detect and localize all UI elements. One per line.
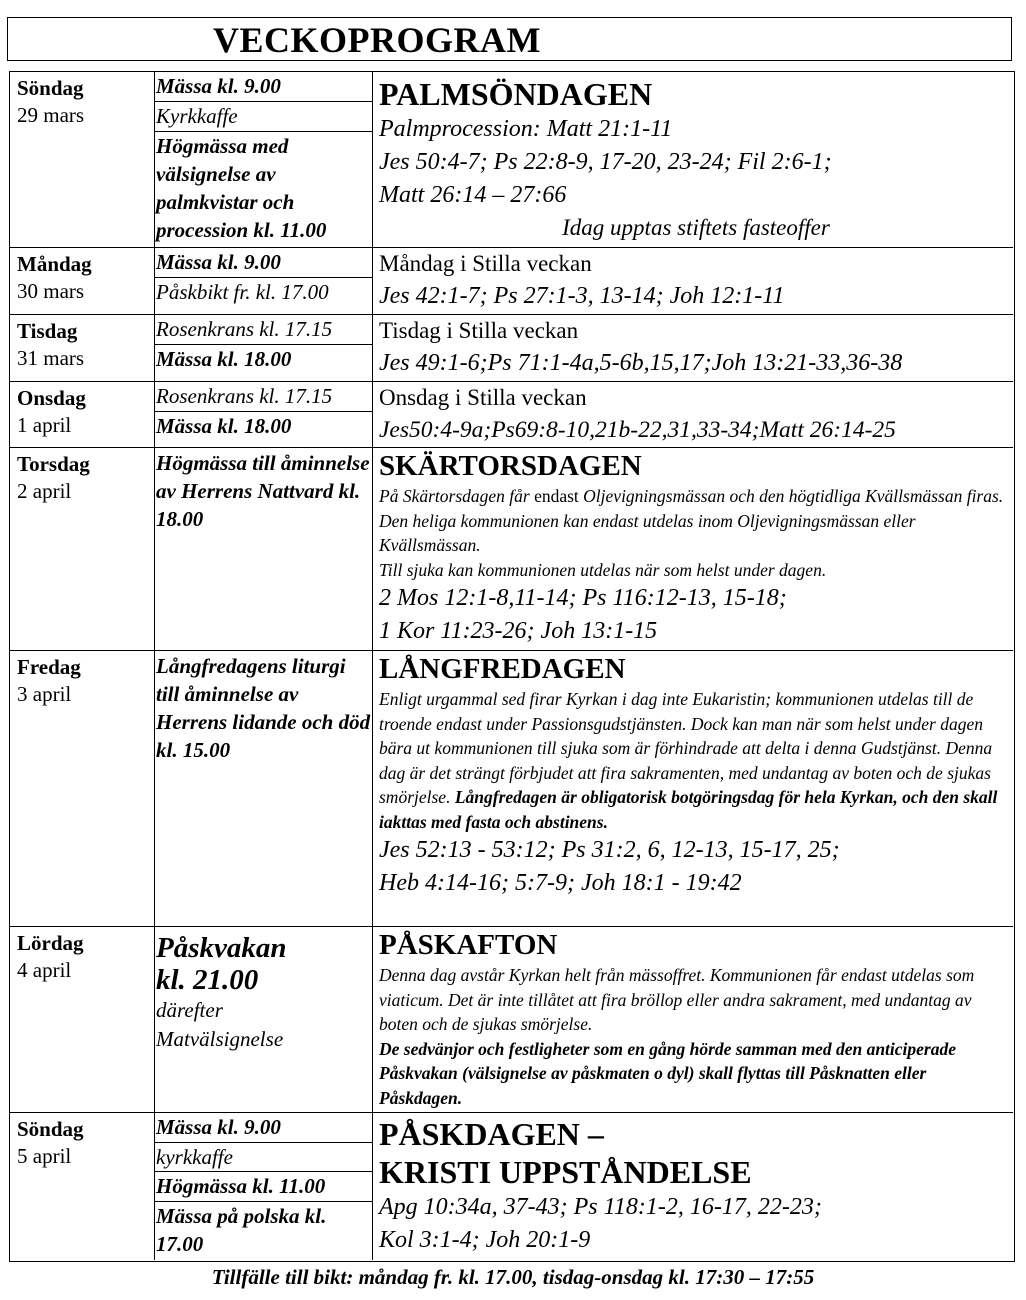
service-item: Rosenkrans kl. 17.15 xyxy=(155,315,372,345)
liturgy-cell xyxy=(373,927,1013,1112)
day-name: Torsdag xyxy=(17,452,90,476)
service-item: därefter xyxy=(156,998,223,1022)
note-emphasis: Långfredagen är obligatorisk botgöringsdag för hela Kyrkan, och den skall iakttas med fasta och abstinens. xyxy=(379,787,998,832)
reading-line: Palmprocession: Matt 21:1-11 xyxy=(379,116,673,142)
feast-title: Tisdag i Stilla veckan xyxy=(379,318,579,343)
feast-subtitle: KRISTI UPPSTÅNDELSE xyxy=(379,1154,752,1190)
day-cell xyxy=(10,448,155,650)
liturgy-cell xyxy=(373,382,1013,447)
day-cell xyxy=(10,72,155,247)
service-item: Mässa kl. 9.00 xyxy=(155,72,372,102)
services-cell xyxy=(155,651,373,926)
table-row xyxy=(10,926,1013,1112)
day-name: Söndag xyxy=(17,76,84,100)
day-cell xyxy=(10,1113,155,1260)
table-row xyxy=(10,447,1013,650)
day-name: Måndag xyxy=(17,252,92,276)
note-text: Denna dag avstår Kyrkan helt från mässoffret. Kommunionen får endast utdelas som viaticum. Det är inte tillåtet att fira bröllop eller andra sakrament, med undantag av boten och de sjukas smörjelse. xyxy=(379,965,975,1034)
services-cell xyxy=(155,448,373,650)
feast-title: PÅSKDAGEN – xyxy=(379,1116,604,1152)
schedule-table xyxy=(9,71,1015,1262)
reading-line: Jes 50:4-7; Ps 22:8-9, 17-20, 23-24; Fil 2:6-1; xyxy=(379,149,832,175)
reading-line: Heb 4:14-16; 5:7-9; Joh 18:1 - 19:42 xyxy=(379,870,742,896)
feast-note xyxy=(379,484,1013,582)
feast-title: Måndag i Stilla veckan xyxy=(379,251,592,276)
feast-title: SKÄRTORSDAGEN xyxy=(379,450,642,482)
service-item: Matvälsignelse xyxy=(156,1027,284,1051)
services-cell xyxy=(155,72,373,247)
service-item: Mässa kl. 9.00 xyxy=(155,1113,372,1143)
service-item: Mässa kl. 9.00 xyxy=(155,248,372,278)
day-name: Tisdag xyxy=(17,319,78,343)
service-item: Långfredagens liturgi till åminnelse av Herrens lidande och död kl. 15.00 xyxy=(156,654,371,762)
service-item: Mässa kl. 18.00 xyxy=(156,414,292,438)
note-text: På Skärtorsdagen får xyxy=(379,486,530,506)
title-box xyxy=(7,17,1012,61)
day-date: 31 mars xyxy=(17,346,85,370)
day-name: Fredag xyxy=(17,655,81,679)
reading-line: Kol 3:1-4; Joh 20:1-9 xyxy=(379,1227,591,1253)
services-cell xyxy=(155,382,373,447)
note-emphasis: De sedvänjor och festligheter som en gång hörde samman med den anticiperade Påskvakan (välsignelse av påskmaten o dyl) skall flyttas till Påsknatten eller Påskdagen. xyxy=(379,1038,957,1108)
liturgy-cell xyxy=(373,248,1013,314)
day-cell xyxy=(10,382,155,447)
liturgy-cell xyxy=(373,72,1013,247)
services-cell xyxy=(155,1113,373,1260)
table-row xyxy=(10,381,1013,447)
note-text: Enligt urgammal sed firar Kyrkan i dag inte Eukaristin; kommunionen utdelas till de troende endast under Passionsgudstjänsten. Dock kan man när som helst under dagen bära ut kommunionen till sjuka som är förhindrade att delta i denna Gudstjänst. Denna dag är det strängt förbjudet att fira sakramenten, med undantag av boten och de sjukas smörjelse. xyxy=(379,689,993,807)
feast-title: LÅNGFREDAGEN xyxy=(379,653,626,685)
liturgy-cell xyxy=(373,448,1013,650)
reading-line: Matt 26:14 – 27:66 xyxy=(379,182,567,208)
note-line: Idag upptas stiftets fasteoffer xyxy=(562,215,830,240)
day-date: 3 april xyxy=(17,682,72,706)
reading-line: Apg 10:34a, 37-43; Ps 118:1-2, 16-17, 22-23; xyxy=(379,1194,822,1220)
confession-times-footer: Tillfälle till bikt: måndag fr. kl. 17.00, tisdag-onsdag kl. 17:30 – 17:55 xyxy=(211,1265,815,1289)
reading-line: 1 Kor 11:23-26; Joh 13:1-15 xyxy=(379,618,658,644)
service-item: Högmässa med välsignelse av palmkvistar och procession kl. 11.00 xyxy=(156,134,327,242)
day-date: 30 mars xyxy=(17,279,85,303)
day-date: 1 april xyxy=(17,413,72,437)
note-text: endast xyxy=(529,486,584,506)
table-row xyxy=(10,1112,1013,1260)
day-cell xyxy=(10,651,155,926)
day-cell xyxy=(10,315,155,381)
service-item: Rosenkrans kl. 17.15 xyxy=(155,382,372,412)
service-item: Påskbikt fr. kl. 17.00 xyxy=(156,280,329,304)
day-name: Onsdag xyxy=(17,386,86,410)
feast-note xyxy=(379,963,1013,1110)
reading-line: Jes 42:1-7; Ps 27:1-3, 13-14; Joh 12:1-11 xyxy=(379,283,785,309)
day-name: Söndag xyxy=(17,1117,84,1141)
reading-line: Jes 49:1-6;Ps 71:1-4a,5-6b,15,17;Joh 13:21-33,36-38 xyxy=(379,350,903,376)
service-item: kl. 21.00 xyxy=(156,964,259,996)
services-cell xyxy=(155,927,373,1112)
feast-title: PALMSÖNDAGEN xyxy=(379,76,653,112)
liturgy-cell xyxy=(373,1113,1013,1260)
note-text: Oljevigningsmässan och den högtidliga Kvällsmässan firas. Den heliga kommunionen kan endast utdelas inom Oljevigningsmässan eller Kvällsmässan. xyxy=(379,486,1004,555)
note-text: Till sjuka kan kommunionen utdelas när som helst under dagen. xyxy=(379,559,827,580)
service-item: Mässa på polska kl. 17.00 xyxy=(156,1204,327,1256)
day-date: 4 april xyxy=(17,958,72,982)
service-item: Högmässa kl. 11.00 xyxy=(155,1172,372,1202)
day-date: 5 april xyxy=(17,1144,72,1168)
reading-line: 2 Mos 12:1-8,11-14; Ps 116:12-13, 15-18; xyxy=(379,585,787,611)
feast-note xyxy=(379,687,1013,834)
liturgy-cell xyxy=(373,651,1013,926)
table-row xyxy=(10,247,1013,314)
service-item: Högmässa till åminnelse av Herrens Nattvard kl. 18.00 xyxy=(156,451,370,531)
day-date: 29 mars xyxy=(17,103,85,127)
table-row xyxy=(10,650,1013,926)
liturgy-cell xyxy=(373,315,1013,381)
day-cell xyxy=(10,248,155,314)
page-title: VECKOPROGRAM xyxy=(213,20,541,60)
services-cell xyxy=(155,248,373,314)
service-item: Kyrkkaffe xyxy=(155,102,372,132)
feast-title: Onsdag i Stilla veckan xyxy=(379,385,587,410)
reading-line: Jes 52:13 - 53:12; Ps 31:2, 6, 12-13, 15-17, 25; xyxy=(379,837,840,863)
day-name: Lördag xyxy=(17,931,84,955)
table-row xyxy=(10,72,1013,247)
service-item: Mässa kl. 18.00 xyxy=(156,347,292,371)
day-date: 2 april xyxy=(17,479,72,503)
service-item: kyrkkaffe xyxy=(155,1143,372,1172)
day-cell xyxy=(10,927,155,1112)
table-row xyxy=(10,314,1013,381)
service-item: Påskvakan xyxy=(156,932,287,964)
feast-title: PÅSKAFTON xyxy=(379,929,558,961)
services-cell xyxy=(155,315,373,381)
reading-line: Jes50:4-9a;Ps69:8-10,21b-22,31,33-34;Matt 26:14-25 xyxy=(379,417,896,443)
